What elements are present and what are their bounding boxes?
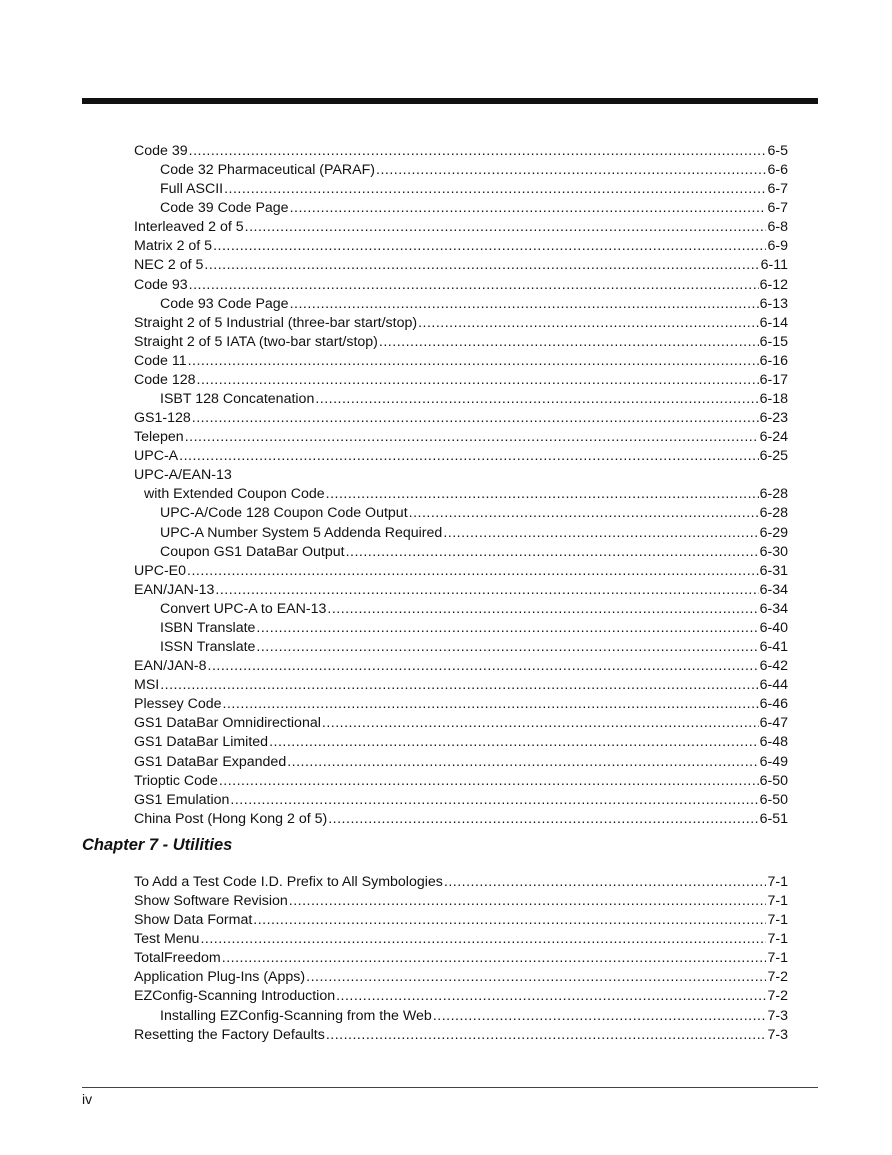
toc-entry-title: Code 39 bbox=[134, 143, 188, 159]
toc-entry-page: 6-31 bbox=[759, 562, 788, 579]
toc-entry-page: 6-30 bbox=[759, 543, 788, 560]
toc-entry-title: GS1-128 bbox=[134, 410, 191, 427]
toc-entry-title: UPC-A/EAN-13 bbox=[134, 467, 232, 484]
toc-list-chapter-7 bbox=[134, 873, 788, 1045]
toc-entry-page: 6-17 bbox=[759, 371, 788, 388]
toc-entry[interactable] bbox=[134, 810, 788, 829]
toc-entry-page: 6-50 bbox=[759, 791, 788, 808]
toc-entry-page: 6-8 bbox=[767, 219, 788, 236]
toc-entry[interactable] bbox=[134, 428, 788, 447]
toc-entry[interactable] bbox=[134, 930, 788, 949]
toc-dot-leader bbox=[188, 352, 759, 371]
toc-dot-leader bbox=[346, 543, 759, 562]
toc-dot-leader bbox=[409, 504, 759, 523]
toc-entry-title: Code 93 Code Page bbox=[160, 295, 289, 312]
toc-entry-page: 6-51 bbox=[759, 810, 788, 827]
footer-rule bbox=[82, 1087, 818, 1088]
toc-entry-title: Show Data Format bbox=[134, 912, 253, 929]
toc-entry[interactable] bbox=[134, 295, 788, 314]
toc-entry-page: 6-5 bbox=[767, 143, 788, 159]
toc-entry[interactable] bbox=[134, 371, 788, 390]
toc-entry[interactable] bbox=[134, 180, 788, 199]
toc-entry-page: 7-1 bbox=[767, 912, 788, 929]
toc-entry-page: 6-47 bbox=[759, 715, 788, 732]
toc-entry-page: 6-11 bbox=[760, 257, 788, 274]
toc-dot-leader bbox=[418, 314, 759, 333]
toc-entry[interactable] bbox=[134, 524, 788, 543]
toc-dot-leader bbox=[222, 949, 767, 968]
chapter-heading[interactable]: Chapter 7 - Utilities bbox=[82, 836, 233, 854]
toc-entry[interactable] bbox=[134, 873, 788, 892]
toc-entry-page: 7-1 bbox=[767, 931, 788, 948]
toc-dot-leader bbox=[315, 390, 758, 409]
toc-entry-page: 6-40 bbox=[759, 619, 788, 636]
toc-entry-title: ISBT 128 Concatenation bbox=[160, 391, 315, 408]
toc-dot-leader bbox=[256, 638, 758, 657]
toc-entry-page: 6-49 bbox=[759, 753, 788, 770]
toc-entry-title: Resetting the Factory Defaults bbox=[134, 1026, 325, 1043]
toc-entry-page: 6-44 bbox=[759, 677, 788, 694]
toc-entry[interactable] bbox=[134, 600, 788, 619]
toc-entry-title: Convert UPC-A to EAN-13 bbox=[160, 600, 327, 617]
toc-entry-page: 6-16 bbox=[759, 352, 788, 369]
toc-dot-leader bbox=[289, 892, 767, 911]
toc-dot-leader bbox=[269, 733, 759, 752]
toc-entry-page: 7-3 bbox=[767, 1026, 788, 1043]
toc-entry[interactable] bbox=[134, 466, 788, 485]
toc-dot-leader bbox=[215, 581, 758, 600]
toc-entry-title: EAN/JAN-13 bbox=[134, 581, 215, 598]
toc-dot-leader bbox=[328, 810, 758, 829]
toc-entry-title: EAN/JAN-8 bbox=[134, 658, 207, 675]
toc-entry-page: 6-23 bbox=[759, 410, 788, 427]
toc-entry-page: 7-1 bbox=[767, 950, 788, 967]
toc-dot-leader bbox=[256, 619, 758, 638]
toc-entry[interactable] bbox=[134, 619, 788, 638]
toc-entry-title: Coupon GS1 DataBar Output bbox=[160, 543, 345, 560]
toc-entry-title: Code 11 bbox=[134, 352, 187, 369]
toc-entry[interactable] bbox=[134, 161, 788, 180]
toc-entry[interactable] bbox=[134, 968, 788, 987]
toc-entry[interactable] bbox=[134, 791, 788, 810]
toc-dot-leader bbox=[287, 753, 758, 772]
toc-entry[interactable] bbox=[134, 949, 788, 968]
toc-entry-page: 6-6 bbox=[767, 162, 788, 179]
toc-entry-title: Plessey Code bbox=[134, 696, 222, 713]
toc-entry[interactable] bbox=[134, 676, 788, 695]
toc-entry[interactable] bbox=[134, 142, 788, 161]
toc-entry-title: Installing EZConfig-Scanning from the Web bbox=[160, 1007, 432, 1024]
toc-entry-page: 7-1 bbox=[767, 893, 788, 910]
toc-entry-title: Interleaved 2 of 5 bbox=[134, 219, 244, 236]
toc-entry-title: with Extended Coupon Code bbox=[144, 486, 325, 503]
toc-dot-leader bbox=[197, 371, 759, 390]
toc-entry-title: Code 32 Pharmaceutical (PARAF) bbox=[160, 162, 376, 179]
toc-entry[interactable] bbox=[134, 562, 788, 581]
toc-dot-leader bbox=[200, 930, 766, 949]
toc-entry-title: ISBN Translate bbox=[160, 619, 256, 636]
toc-entry-page: 6-29 bbox=[759, 524, 788, 541]
toc-entry-title: Code 93 bbox=[134, 276, 188, 293]
toc-entry[interactable] bbox=[134, 987, 788, 1006]
toc-entry-page: 7-3 bbox=[767, 1007, 788, 1024]
toc-entry[interactable] bbox=[134, 256, 788, 275]
toc-entry[interactable] bbox=[134, 892, 788, 911]
toc-entry[interactable] bbox=[134, 638, 788, 657]
toc-entry[interactable] bbox=[134, 753, 788, 772]
toc-entry-title: ISSN Translate bbox=[160, 639, 256, 656]
toc-entry[interactable] bbox=[134, 772, 788, 791]
toc-dot-leader bbox=[326, 485, 759, 504]
toc-dot-leader bbox=[290, 199, 767, 218]
toc-entry-page: 6-14 bbox=[759, 314, 788, 331]
toc-entry-page: 6-28 bbox=[759, 486, 788, 503]
toc-entry-page: 6-25 bbox=[759, 448, 788, 465]
toc-entry[interactable] bbox=[134, 695, 788, 714]
toc-entry-page: 7-2 bbox=[767, 969, 788, 986]
toc-dot-leader bbox=[444, 873, 767, 892]
toc-entry-title: Full ASCII bbox=[160, 181, 224, 198]
toc-entry[interactable] bbox=[134, 390, 788, 409]
toc-entry-title: Straight 2 of 5 IATA (two-bar start/stop) bbox=[134, 333, 378, 350]
toc-entry-title: Straight 2 of 5 Industrial (three-bar start/stop) bbox=[134, 314, 418, 331]
toc-dot-leader bbox=[433, 1007, 767, 1026]
toc-dot-leader bbox=[185, 428, 759, 447]
toc-entry[interactable] bbox=[134, 485, 788, 504]
toc-entry-title: Telepen bbox=[134, 429, 184, 446]
toc-entry-page: 7-2 bbox=[767, 988, 788, 1005]
toc-entry[interactable] bbox=[134, 237, 788, 256]
toc-entry-title: Test Menu bbox=[134, 931, 200, 948]
toc-entry-page: 6-13 bbox=[759, 295, 788, 312]
toc-entry-page: 6-34 bbox=[759, 581, 788, 598]
toc-entry[interactable] bbox=[134, 911, 788, 930]
toc-entry[interactable] bbox=[134, 352, 788, 371]
toc-dot-leader bbox=[213, 237, 766, 256]
toc-entry[interactable] bbox=[134, 199, 788, 218]
toc-dot-leader bbox=[204, 256, 759, 275]
toc-entry[interactable] bbox=[134, 1026, 788, 1045]
toc-entry[interactable] bbox=[134, 543, 788, 562]
toc-dot-leader bbox=[230, 791, 758, 810]
toc-entry-page: 6-41 bbox=[759, 639, 788, 656]
toc-entry-title: UPC-E0 bbox=[134, 562, 187, 579]
toc-entry-title: GS1 DataBar Expanded bbox=[134, 753, 287, 770]
toc-entry-page: 7-1 bbox=[767, 874, 788, 890]
header-rule bbox=[82, 98, 818, 104]
toc-dot-leader bbox=[376, 161, 766, 180]
toc-entry-title: China Post (Hong Kong 2 of 5) bbox=[134, 810, 328, 827]
toc-entry[interactable] bbox=[134, 504, 788, 523]
toc-dot-leader bbox=[326, 1026, 767, 1045]
page-number: iv bbox=[82, 1091, 93, 1107]
toc-entry-title: Trioptic Code bbox=[134, 772, 218, 789]
toc-entry-page: 6-24 bbox=[759, 429, 788, 446]
toc-list-chapter-6 bbox=[134, 142, 788, 829]
toc-dot-leader bbox=[306, 968, 766, 987]
toc-entry[interactable] bbox=[134, 409, 788, 428]
toc-entry-title: NEC 2 of 5 bbox=[134, 257, 204, 274]
toc-dot-leader bbox=[189, 276, 759, 295]
toc-entry-title: Matrix 2 of 5 bbox=[134, 238, 213, 255]
toc-entry-page: 6-18 bbox=[759, 391, 788, 408]
toc-entry-title: GS1 Emulation bbox=[134, 791, 230, 808]
toc-dot-leader bbox=[290, 295, 759, 314]
toc-entry-page: 6-50 bbox=[759, 772, 788, 789]
toc-entry-page: 6-7 bbox=[767, 181, 788, 198]
toc-entry-title: MSI bbox=[134, 677, 160, 694]
toc-entry-title: UPC-A/Code 128 Coupon Code Output bbox=[160, 505, 408, 522]
toc-dot-leader bbox=[322, 714, 759, 733]
toc-dot-leader bbox=[336, 987, 766, 1006]
toc-dot-leader bbox=[187, 562, 759, 581]
toc-entry-title: To Add a Test Code I.D. Prefix to All Symbologies bbox=[134, 874, 443, 890]
toc-dot-leader bbox=[223, 695, 759, 714]
toc-entry-page: 6-34 bbox=[759, 600, 788, 617]
toc-dot-leader bbox=[443, 524, 758, 543]
toc-entry-title: Show Software Revision bbox=[134, 893, 288, 910]
toc-dot-leader bbox=[160, 676, 758, 695]
toc-dot-leader bbox=[224, 180, 766, 199]
toc-dot-leader bbox=[189, 142, 767, 161]
toc-entry-title: GS1 DataBar Omnidirectional bbox=[134, 715, 321, 732]
toc-entry-page: 6-12 bbox=[759, 276, 788, 293]
toc-entry[interactable] bbox=[134, 714, 788, 733]
toc-entry-page: 6-46 bbox=[759, 696, 788, 713]
toc-entry-page: 6-9 bbox=[767, 238, 788, 255]
toc-entry[interactable] bbox=[134, 1007, 788, 1026]
toc-entry[interactable] bbox=[134, 657, 788, 676]
toc-dot-leader bbox=[327, 600, 758, 619]
toc-entry[interactable] bbox=[134, 333, 788, 352]
toc-entry-title: UPC-A Number System 5 Addenda Required bbox=[160, 524, 443, 541]
toc-entry-page: 6-7 bbox=[767, 200, 788, 217]
toc-entry[interactable] bbox=[134, 581, 788, 600]
toc-entry[interactable] bbox=[134, 733, 788, 752]
toc-dot-leader bbox=[219, 772, 759, 791]
toc-dot-leader bbox=[379, 333, 759, 352]
toc-entry-title: Code 128 bbox=[134, 371, 196, 388]
toc-entry[interactable] bbox=[134, 447, 788, 466]
toc-entry-title: GS1 DataBar Limited bbox=[134, 734, 269, 751]
toc-dot-leader bbox=[208, 657, 759, 676]
toc-entry-title: Code 39 Code Page bbox=[160, 200, 289, 217]
toc-entry-page: 6-48 bbox=[759, 734, 788, 751]
toc-dot-leader bbox=[179, 447, 758, 466]
toc-entry-page: 6-28 bbox=[759, 505, 788, 522]
toc-entry-title: UPC-A bbox=[134, 448, 179, 465]
toc-entry-title: EZConfig-Scanning Introduction bbox=[134, 988, 336, 1005]
toc-dot-leader bbox=[192, 409, 759, 428]
toc-entry[interactable] bbox=[134, 218, 788, 237]
toc-dot-leader bbox=[245, 218, 767, 237]
toc-entry-title: Application Plug-Ins (Apps) bbox=[134, 969, 306, 986]
toc-entry[interactable] bbox=[134, 276, 788, 295]
toc-dot-leader bbox=[253, 911, 766, 930]
toc-entry[interactable] bbox=[134, 314, 788, 333]
toc-entry-page: 6-15 bbox=[759, 333, 788, 350]
toc-entry-title: TotalFreedom bbox=[134, 950, 221, 967]
toc-entry-page: 6-42 bbox=[759, 658, 788, 675]
